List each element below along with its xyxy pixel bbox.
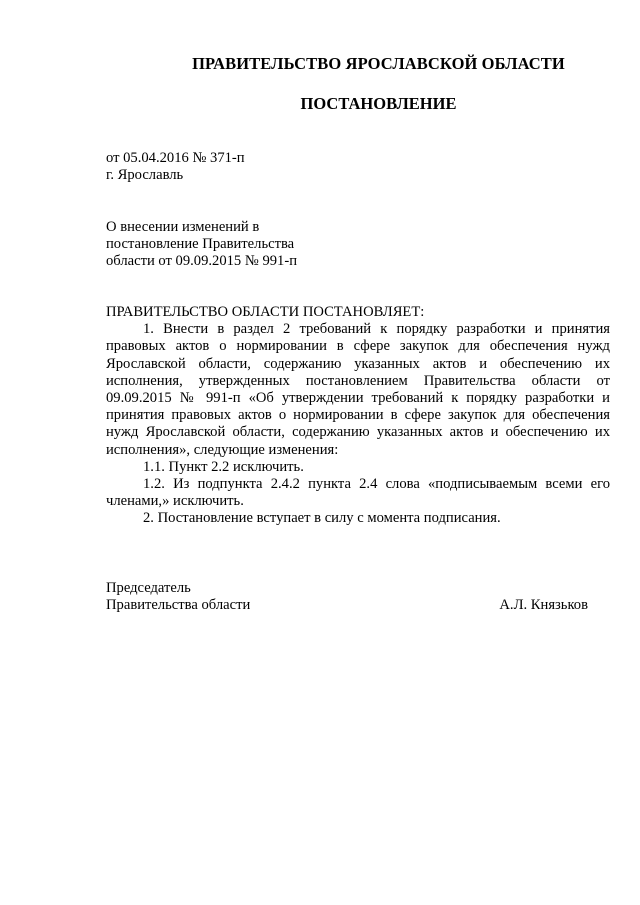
city: г. Ярославль [106, 167, 184, 184]
document-type-title: ПОСТАНОВЛЕНИЕ [300, 94, 457, 113]
body-paragraph: 1.1. Пункт 2.2 исключить. [143, 458, 304, 475]
body-paragraph: 1. Внести в раздел 2 требований к порядку разработки и принятия правовых актов о нормировании в сфере закупок для обеспечения нужд Ярославской области, содержанию указанных актов и обеспечению их исполнения, утвержденных постановлением Правительства области от 09.09.2015 № 991-п «Об утверждении требований к порядку разработки и принятия правовых актов о нормировании в сфере закупок для обеспечения нужд Ярославской области, содержанию указанных актов и обеспечению их исполнения», следующие изменения: [106, 321, 610, 458]
signature-block [106, 580, 588, 614]
signer-position-line1: Председатель [106, 580, 191, 596]
decree-heading: ПРАВИТЕЛЬСТВО ОБЛАСТИ ПОСТАНОВЛЯЕТ: [106, 304, 425, 320]
date-and-number: от 05.04.2016 № 371-п [106, 150, 245, 166]
signer-name: А.Л. Князьков [499, 597, 588, 614]
document-meta [106, 150, 245, 184]
document-subject [106, 219, 297, 271]
signature-row [106, 597, 588, 614]
signer-position-line2: Правительства области [106, 597, 251, 614]
body-paragraph: 1.2. Из подпункта 2.4.2 пункта 2.4 слова «подписываемым всеми его членами,» исключить. [106, 476, 610, 510]
body-paragraph: 2. Постановление вступает в силу с момента подписания. [143, 510, 501, 527]
subject-line: постановление Правительства [106, 236, 295, 253]
subject-line: области от 09.09.2015 № 991-п [106, 253, 298, 270]
subject-line: О внесении изменений в [106, 219, 260, 235]
organization-title: ПРАВИТЕЛЬСТВО ЯРОСЛАВСКОЙ ОБЛАСТИ [192, 54, 565, 73]
document-body [106, 304, 610, 528]
